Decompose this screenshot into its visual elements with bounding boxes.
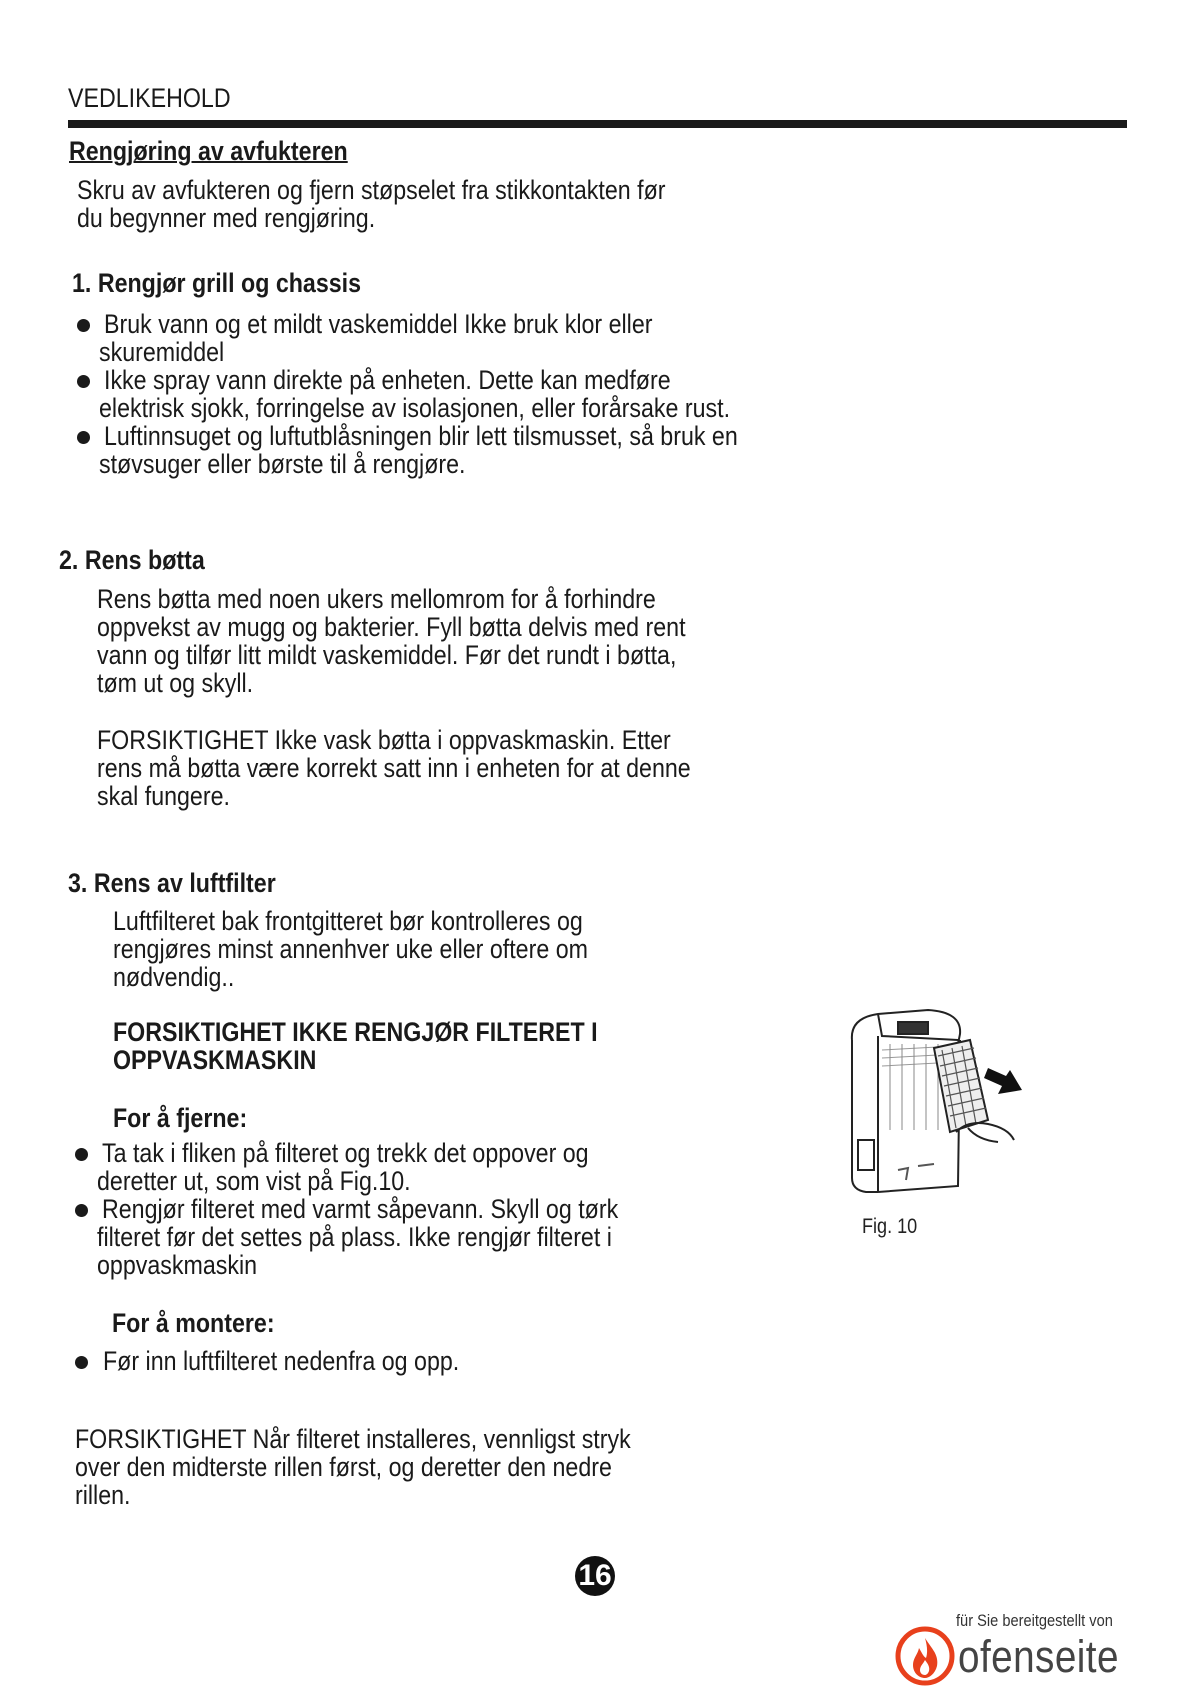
remove-heading: For å fjerne: — [113, 1103, 248, 1133]
paragraph-line: Luftfilteret bak frontgitteret bør kontrolleres og — [113, 906, 583, 936]
page-number: 16 — [575, 1556, 615, 1596]
paragraph-line: oppvekst av mugg og bakterier. Fyll bøtta delvis med rent — [97, 612, 686, 642]
figure-caption: Fig. 10 — [862, 1215, 918, 1238]
mount-heading: For å montere: — [112, 1308, 275, 1338]
bullet-icon — [75, 1356, 88, 1369]
provided-by-note: für Sie bereitgestellt von — [956, 1611, 1113, 1630]
paragraph-line: nødvendig.. — [113, 962, 235, 992]
flame-logo-icon — [895, 1626, 955, 1686]
caution-line: rens må bøtta være korrekt satt inn i enheten for at denne — [97, 753, 691, 783]
caution-line: FORSIKTIGHET Ikke vask bøtta i oppvaskmaskin. Etter — [97, 725, 671, 755]
bullet-icon — [77, 375, 90, 388]
paragraph-line: rengjøres minst annenhver uke eller oftere om — [113, 934, 588, 964]
bullet-icon — [77, 319, 90, 332]
bullet-icon — [77, 431, 90, 444]
intro-line: du begynner med rengjøring. — [77, 203, 376, 233]
caution-line: over den midterste rillen først, og deretter den nedre — [75, 1452, 612, 1482]
dehumidifier-figure — [838, 1000, 1028, 1210]
paragraph-line: vann og tilfør litt mildt vaskemiddel. Før det rundt i bøtta, — [97, 640, 677, 670]
section-1-heading: 1. Rengjør grill og chassis — [72, 268, 362, 298]
section-header: VEDLIKEHOLD — [68, 83, 231, 113]
paragraph-line: tøm ut og skyll. — [97, 668, 254, 698]
bullet-icon — [75, 1204, 88, 1217]
header-rule — [68, 120, 1127, 128]
caution-bold-line: OPPVASKMASKIN — [113, 1045, 317, 1075]
caution-line: rillen. — [75, 1480, 131, 1510]
section-3-heading: 3. Rens av luftfilter — [68, 868, 276, 898]
bullet-icon — [75, 1148, 88, 1161]
section-2-heading: 2. Rens bøtta — [59, 545, 205, 575]
paragraph-line: Rens bøtta med noen ukers mellomrom for å forhindre — [97, 584, 656, 614]
intro-line: Skru av avfukteren og fjern støpselet fra stikkontakten før — [77, 175, 666, 205]
brand-name: ofenseite — [958, 1631, 1119, 1682]
page-title: Rengjøring av avfukteren — [69, 136, 348, 166]
caution-line: skal fungere. — [97, 781, 230, 811]
caution-bold-line: FORSIKTIGHET IKKE RENGJØR FILTERET I — [113, 1017, 598, 1047]
caution-line: FORSIKTIGHET Når filteret installeres, vennligst stryk — [75, 1424, 631, 1454]
